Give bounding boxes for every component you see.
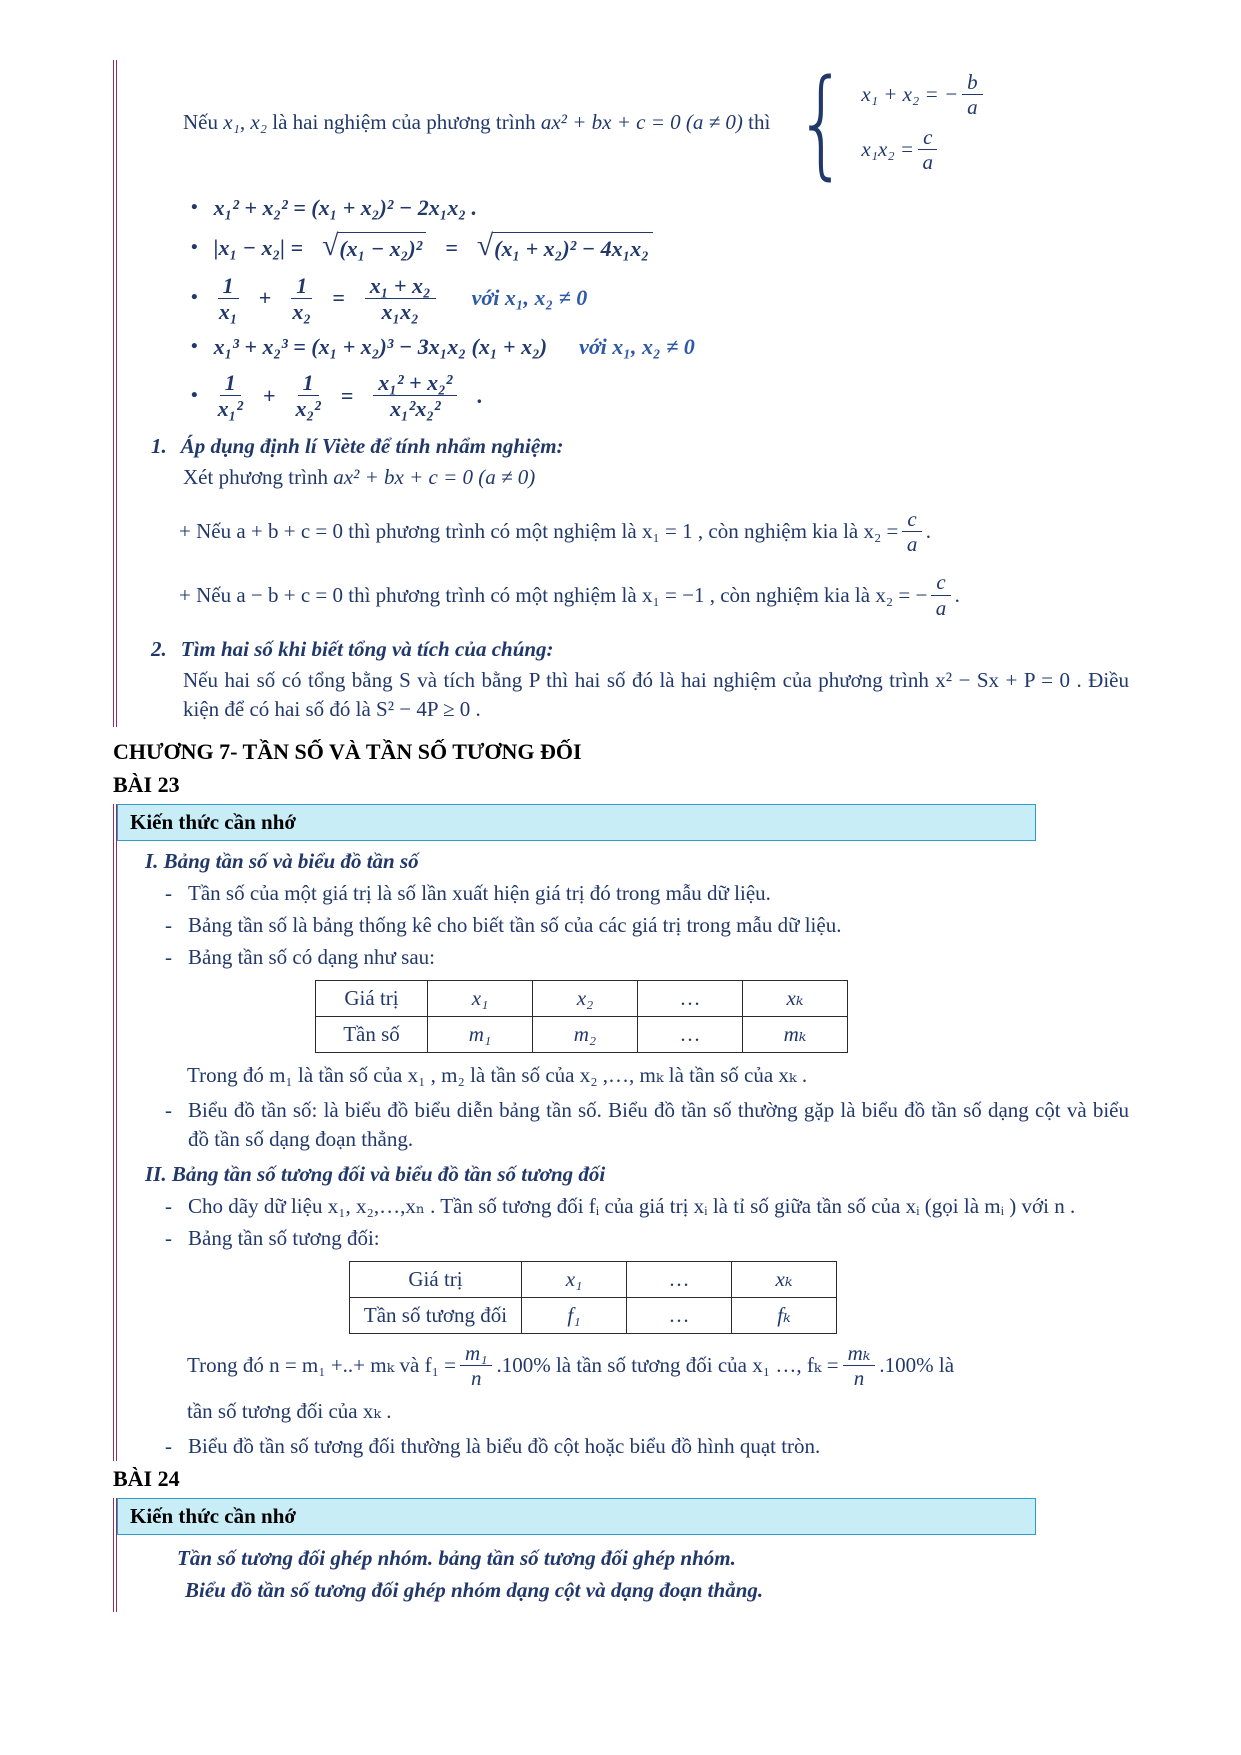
- relative-frequency-table: [349, 1261, 837, 1334]
- table-header-cell: Tần số: [316, 1017, 428, 1053]
- case-text: + Nếu a − b + c = 0 thì phương trình có một nghiệm là x₁ = −1 , còn nghiệm kia là x₂ = −: [179, 582, 928, 607]
- relative-frequency-explanation-cont: tần số tương đối của xₖ .: [187, 1398, 392, 1423]
- list-item: [117, 1432, 1129, 1461]
- fraction: [373, 371, 457, 420]
- list-item-text: Biểu đồ tần số tương đối thường là biểu đồ cột hoặc biểu đồ hình quạt tròn.: [188, 1433, 821, 1458]
- radical-icon: √: [322, 230, 339, 263]
- table-cell: …: [627, 1297, 732, 1333]
- item-title: Tìm hai số khi biết tổng và tích của chúng:: [180, 636, 554, 661]
- fraction-numerator: x₁² + x₂²: [373, 371, 457, 396]
- identity-formula: x₁³ + x₂³ = (x₁ + x₂)³ − 3x₁x₂ (x₁ + x₂): [213, 333, 548, 359]
- operator: +: [262, 382, 276, 408]
- fraction: [295, 371, 320, 420]
- brace-icon: {: [795, 52, 849, 191]
- fraction: [918, 126, 937, 173]
- bullet-icon: •: [191, 287, 198, 309]
- table-cell: x₂: [533, 981, 638, 1017]
- lesson-23-knowledge-section: [113, 804, 1129, 1461]
- table-header-cell: Giá trị: [350, 1261, 522, 1297]
- relative-frequency-explanation: [117, 1342, 1129, 1389]
- dash-icon: -: [165, 1433, 172, 1458]
- identity-sum-of-cubes: [117, 332, 1129, 362]
- fraction: [843, 1342, 876, 1389]
- list-item-text: Bảng tần số tương đối:: [188, 1225, 380, 1250]
- fraction-denominator: x₁²x₂²: [390, 396, 441, 422]
- text-run: là hai nghiệm của phương trình: [272, 109, 536, 134]
- knowledge-banner: Kiến thức cần nhớ: [117, 1498, 1036, 1535]
- fraction-denominator: x₂: [292, 298, 312, 324]
- dash-icon: -: [165, 1098, 172, 1123]
- lesson-24-heading: BÀI 24: [113, 1465, 180, 1491]
- list-item: [117, 1192, 1129, 1221]
- period: .: [954, 582, 960, 607]
- fraction: [962, 71, 983, 118]
- system-equations: [861, 71, 986, 173]
- item2-body: Nếu hai số có tổng bằng S và tích bằng P thì hai số đó là hai nghiệm của phương trình x² − Sx + P = 0 . Điều kiện để có hai số đó là S² − 4P ≥ 0 .: [183, 667, 1129, 721]
- operator: +: [258, 285, 272, 311]
- table-cell: fₖ: [732, 1297, 837, 1333]
- fraction-denominator: x₁x₂: [381, 298, 419, 324]
- period: .: [477, 382, 483, 408]
- fraction-denominator: n: [853, 1365, 865, 1390]
- table-row: [316, 981, 848, 1017]
- fraction-denominator: a: [922, 150, 933, 175]
- fraction-numerator: m₁: [460, 1342, 492, 1366]
- table-cell: xₖ: [743, 981, 848, 1017]
- dash-icon: -: [165, 1193, 172, 1218]
- table-cell: x₁: [428, 981, 533, 1017]
- list-item-text: Bảng tần số là bảng thống kê cho biết tần số của các giá trị trong mẫu dữ liệu.: [188, 913, 842, 938]
- equals-sign: =: [340, 382, 354, 408]
- list-item-text: Biểu đồ tần số: là biểu đồ biểu diễn bảng tần số. Biểu đồ tần số thường gặp là biểu đồ tần số dạng cột và biểu đồ tần số dạng đoạn thẳng.: [188, 1098, 1129, 1151]
- table-cell: …: [627, 1261, 732, 1297]
- table-cell: …: [638, 981, 743, 1017]
- text-run: .100% là tần số tương đối của x₁ …, fₖ =: [496, 1352, 839, 1377]
- table-cell: f₁: [522, 1297, 627, 1333]
- vieta-equation-system: [784, 52, 986, 191]
- fraction: [218, 371, 243, 420]
- identity-sum-of-squares: [117, 193, 1129, 223]
- fraction-denominator: a: [967, 94, 978, 119]
- numbered-item-1: [117, 432, 1129, 461]
- list-item: [117, 911, 1129, 940]
- case-text: + Nếu a + b + c = 0 thì phương trình có một nghiệm là x₁ = 1 , còn nghiệm kia là x₂ =: [179, 519, 899, 544]
- product-equation: [861, 126, 986, 173]
- table-row: [350, 1297, 837, 1333]
- text-run: Xét phương trình: [183, 465, 328, 490]
- vieta-statement-text: [183, 108, 770, 137]
- identity-abs-difference: [117, 232, 1129, 264]
- table-header-cell: Tần số tương đối: [350, 1297, 522, 1333]
- lesson-24-note-line: Biểu đồ tần số tương đối ghép nhóm dạng cột và dạng đoạn thẳng.: [185, 1578, 764, 1603]
- fraction-numerator: c: [918, 126, 937, 150]
- fraction: [291, 274, 312, 323]
- fraction-numerator: c: [931, 571, 950, 595]
- section-1-heading: I. Bảng tần số và biểu đồ tần số: [145, 849, 419, 874]
- item1-case-a: [117, 508, 1129, 555]
- fraction-numerator: 1: [220, 371, 241, 396]
- knowledge-banner: Kiến thức cần nhớ: [117, 804, 1036, 841]
- table-row: [350, 1261, 837, 1297]
- fraction-denominator: x₂²: [295, 396, 321, 422]
- fraction-denominator: a: [906, 532, 918, 557]
- bullet-icon: •: [191, 237, 198, 259]
- fraction-numerator: 1: [291, 274, 312, 299]
- math-run: x₁ + x₂ = −: [861, 81, 959, 106]
- item1-subline: [117, 463, 1129, 492]
- radical-expression: [322, 232, 426, 264]
- math-run: x₁: [223, 109, 240, 134]
- item-number: 2.: [151, 636, 167, 661]
- equals-sign: =: [445, 235, 458, 261]
- fraction-denominator: n: [470, 1365, 482, 1390]
- identity-sum-of-squared-reciprocals: [117, 371, 1129, 420]
- lesson-24-knowledge-section: [113, 1498, 1129, 1612]
- table-cell: x₁: [522, 1261, 627, 1297]
- bullet-icon: •: [191, 384, 198, 406]
- table-cell: mₖ: [743, 1017, 848, 1053]
- dash-icon: -: [165, 913, 172, 938]
- fraction-denominator: x₁²: [217, 396, 243, 422]
- fraction-numerator: 1: [218, 274, 239, 299]
- item1-case-b: [117, 571, 1129, 618]
- bullet-icon: •: [191, 197, 198, 219]
- table-cell: xₖ: [732, 1261, 837, 1297]
- table-row: [316, 1017, 848, 1053]
- text-run: ,: [239, 109, 246, 134]
- identity-formula: x₁² + x₂² = (x₁ + x₂)² − 2x₁x₂ .: [213, 195, 478, 220]
- bullet-icon: •: [191, 335, 198, 357]
- item-title: Áp dụng định lí Viète để tính nhẩm nghiệm:: [180, 434, 564, 459]
- radicand: (x₁ − x₂)²: [337, 232, 426, 264]
- text-run: Nếu: [183, 109, 218, 134]
- list-item: [117, 1096, 1129, 1154]
- fraction: [365, 274, 436, 323]
- dash-icon: -: [165, 945, 172, 970]
- numbered-item-2: [117, 635, 1129, 664]
- fraction: [218, 274, 239, 323]
- identity-sum-of-reciprocals: [117, 274, 1129, 323]
- fraction-numerator: x₁ + x₂: [365, 274, 436, 299]
- math-run: x₂: [250, 109, 267, 134]
- page-content: [113, 52, 1129, 1612]
- condition-note: với x₁, x₂ ≠ 0: [579, 333, 695, 359]
- table-header-cell: Giá trị: [316, 981, 428, 1017]
- vieta-section: [113, 52, 1129, 727]
- vieta-statement: [117, 52, 1129, 191]
- fraction-numerator: b: [962, 71, 983, 95]
- sum-equation: [861, 71, 986, 118]
- list-item-text: Bảng tần số có dạng như sau:: [188, 945, 436, 970]
- equals-sign: =: [332, 285, 345, 311]
- list-item: [117, 879, 1129, 908]
- list-item: [117, 943, 1129, 972]
- item-number: 1.: [151, 434, 167, 459]
- math-run: ax² + bx + c = 0 (a ≠ 0): [540, 109, 743, 134]
- condition-note: với x₁, x₂ ≠ 0: [471, 285, 588, 311]
- math-run: ax² + bx + c = 0 (a ≠ 0): [333, 465, 536, 490]
- radicand: (x₁ + x₂)² − 4x₁x₂: [492, 232, 653, 264]
- table-explanation: Trong đó m₁ là tần số của x₁ , m₂ là tần số của x₂ ,…, mₖ là tần số của xₖ .: [187, 1063, 808, 1088]
- fraction-numerator: mₖ: [843, 1342, 876, 1366]
- dash-icon: -: [165, 1225, 172, 1250]
- fraction-numerator: 1: [298, 371, 319, 396]
- lesson-24-note-line: Tần số tương đối ghép nhóm. bảng tần số tương đối ghép nhóm.: [177, 1546, 736, 1571]
- period: .: [925, 519, 931, 544]
- text-run: .100% là: [879, 1352, 955, 1377]
- fraction: [902, 508, 921, 555]
- list-item-text: Tần số của một giá trị là số lần xuất hiện giá trị đó trong mẫu dữ liệu.: [188, 881, 771, 906]
- fraction-numerator: c: [902, 508, 921, 532]
- radical-icon: √: [476, 230, 494, 263]
- dash-icon: -: [165, 881, 172, 906]
- chapter-heading: CHƯƠNG 7- TẦN SỐ VÀ TẦN SỐ TƯƠNG ĐỐI: [113, 739, 582, 765]
- section-2-heading: II. Bảng tần số tương đối và biểu đồ tần số tương đối: [145, 1161, 606, 1186]
- fraction: [460, 1342, 492, 1389]
- list-item: [117, 1224, 1129, 1253]
- radical-expression: [477, 232, 653, 264]
- fraction-denominator: x₁: [218, 298, 238, 324]
- lesson-23-heading: BÀI 23: [113, 771, 180, 797]
- fraction-denominator: a: [935, 595, 947, 620]
- fraction: [931, 571, 950, 618]
- list-item-text: Cho dãy dữ liệu x₁, x₂,…,xₙ . Tần số tương đối fᵢ của giá trị xᵢ là tỉ số giữa tần số của xᵢ (gọi là mᵢ ) với n .: [188, 1193, 1076, 1218]
- text-run: Trong đó n = m₁ +..+ mₖ và f₁ =: [187, 1352, 456, 1377]
- math-run: x₁x₂ =: [861, 137, 915, 162]
- table-cell: …: [638, 1017, 743, 1053]
- identity-formula: |x₁ − x₂| =: [213, 235, 304, 261]
- frequency-table: [315, 980, 848, 1053]
- table-cell: m₁: [428, 1017, 533, 1053]
- text-run: thì: [748, 109, 771, 134]
- table-cell: m₂: [533, 1017, 638, 1053]
